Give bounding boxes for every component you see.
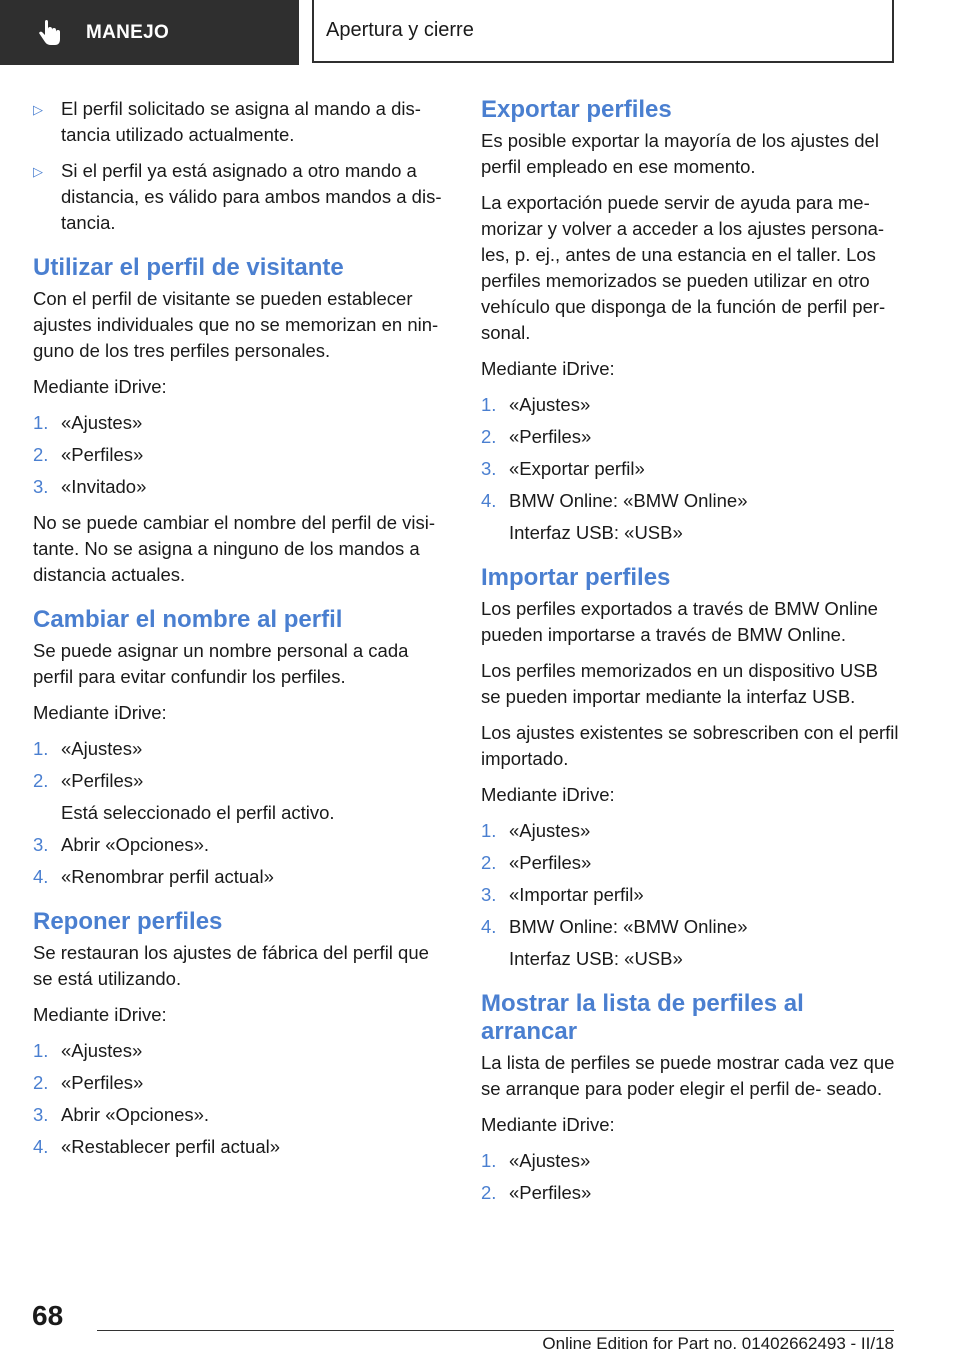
step-text: Abrir «Opciones».	[61, 834, 210, 855]
step-number: 1.	[33, 412, 49, 433]
step-number: 4.	[481, 490, 497, 511]
triangle-bullet-icon: ▷	[33, 102, 43, 117]
step-item	[481, 882, 901, 908]
footer-edition	[542, 1334, 894, 1354]
step-number: 3.	[33, 834, 49, 855]
chapter-title-box	[312, 0, 894, 63]
step-number: 3.	[481, 458, 497, 479]
chapter-title: Apertura y cierre	[326, 19, 474, 41]
hand-pointing-icon	[36, 18, 66, 48]
footer-divider	[97, 1330, 894, 1331]
step-number: 4.	[481, 916, 497, 937]
step-text: Abrir «Opciones».	[61, 1104, 210, 1125]
step-number: 1.	[33, 1040, 49, 1061]
step-item	[481, 914, 901, 940]
paragraph: Con el perfil de visitante se pueden establecer ajustes individuales que no se memorizan en nin‐ guno de los tres perfiles personales.	[33, 288, 439, 361]
step-number: 3.	[481, 884, 497, 905]
edition-text: Online Edition for Part no. 01402662493 - II/18	[542, 1334, 894, 1353]
step-item	[481, 456, 901, 482]
paragraph: No se puede cambiar el nombre del perfil de visi‐ tante. No se asigna a ninguno de los mandos a distancia actuales.	[33, 512, 436, 585]
step-text: «Invitado»	[61, 476, 147, 497]
step-number: 2.	[481, 1182, 497, 1203]
step-number: 2.	[33, 1072, 49, 1093]
step-list	[33, 736, 448, 890]
paragraph: Mediante iDrive:	[481, 358, 615, 379]
paragraph: Mediante iDrive:	[33, 1004, 167, 1025]
step-item	[33, 1070, 448, 1096]
step-text: «Ajustes»	[509, 1150, 591, 1171]
step-text: BMW Online: «BMW Online»	[509, 490, 748, 511]
step-text: «Perfiles»	[61, 444, 144, 465]
left-column	[33, 96, 448, 1170]
step-list	[33, 410, 448, 500]
step-number: 1.	[481, 394, 497, 415]
step-text: «Perfiles»	[509, 1182, 592, 1203]
step-text: «Ajustes»	[61, 1040, 143, 1061]
paragraph: Los perfiles memorizados en un dispositivo USB se pueden importar mediante la interfaz USB.	[481, 660, 878, 707]
step-number: 2.	[481, 426, 497, 447]
step-text: «Restablecer perfil actual»	[61, 1136, 281, 1157]
page-number: 68	[32, 1300, 64, 1331]
bullet-item	[33, 158, 448, 236]
step-number: 4.	[33, 866, 49, 887]
paragraph: Mediante iDrive:	[33, 702, 167, 723]
paragraph: Los ajustes existentes se sobrescriben con el perfil importado.	[481, 722, 899, 769]
section-visitante	[33, 254, 448, 588]
step-number: 2.	[33, 770, 49, 791]
step-text: «Ajustes»	[61, 412, 143, 433]
paragraph: Los perfiles exportados a través de BMW Online pueden importarse a través de BMW Online.	[481, 598, 878, 645]
step-text: BMW Online: «BMW Online»	[509, 916, 748, 937]
step-text: «Ajustes»	[509, 394, 591, 415]
paragraph: Mediante iDrive:	[33, 376, 167, 397]
paragraph: Se puede asignar un nombre personal a cada perfil para evitar confundir los perfiles.	[33, 640, 409, 687]
step-list	[33, 1038, 448, 1160]
step-item	[33, 1102, 448, 1128]
step-list	[481, 392, 901, 546]
section-mostrar	[481, 990, 901, 1206]
section-cambiar	[33, 606, 448, 890]
step-number: 1.	[481, 820, 497, 841]
section-heading: Importar perfiles	[481, 564, 671, 591]
step-number: 3.	[33, 476, 49, 497]
right-column	[481, 96, 901, 1216]
step-item	[33, 832, 448, 858]
step-text: «Perfiles»	[61, 1072, 144, 1093]
paragraph: La lista de perfiles se puede mostrar cada vez que se arranque para poder elegir el perfil de‐ seado.	[481, 1052, 895, 1099]
step-note: Está seleccionado el perfil activo.	[61, 802, 335, 823]
paragraph: Es posible exportar la mayoría de los ajustes del perfil empleado en ese momento.	[481, 130, 879, 177]
step-text: «Ajustes»	[509, 820, 591, 841]
triangle-bullet-icon: ▷	[33, 164, 43, 179]
section-heading: Exportar perfiles	[481, 96, 672, 123]
step-number: 1.	[33, 738, 49, 759]
step-text: «Importar perfil»	[509, 884, 644, 905]
step-text: «Perfiles»	[61, 770, 144, 791]
step-item	[33, 736, 448, 762]
section-tab	[0, 0, 299, 65]
step-item	[33, 768, 448, 794]
bullet-item	[33, 96, 448, 148]
step-text: «Ajustes»	[61, 738, 143, 759]
step-item	[33, 442, 448, 468]
step-number: 2.	[481, 852, 497, 873]
section-label: MANEJO	[86, 21, 170, 43]
section-heading: Cambiar el nombre al perfil	[33, 606, 343, 633]
step-item	[481, 1180, 901, 1206]
step-number: 3.	[33, 1104, 49, 1125]
step-number: 4.	[33, 1136, 49, 1157]
step-item	[481, 488, 901, 514]
step-number: 2.	[33, 444, 49, 465]
step-item	[33, 474, 448, 500]
step-item	[481, 818, 901, 844]
step-text: «Renombrar perfil actual»	[61, 866, 274, 887]
step-note: Interfaz USB: «USB»	[509, 948, 683, 969]
step-item	[481, 1148, 901, 1174]
step-note: Interfaz USB: «USB»	[509, 522, 683, 543]
step-text: «Perfiles»	[509, 852, 592, 873]
step-list	[481, 1148, 901, 1206]
step-item	[33, 1038, 448, 1064]
section-exportar	[481, 96, 901, 546]
step-item	[481, 392, 901, 418]
step-item	[481, 850, 901, 876]
paragraph: Se restauran los ajustes de fábrica del perfil que se está utilizando.	[33, 942, 429, 989]
step-list	[481, 818, 901, 972]
bullet-text: El perfil solicitado se asigna al mando a dis‐ tancia utilizado actualmente.	[61, 98, 421, 145]
section-reponer	[33, 908, 448, 1160]
bullet-text: Si el perfil ya está asignado a otro mando a distancia, es válido para ambos mandos a dis‐ tancia.	[61, 160, 442, 233]
step-text: «Exportar perfil»	[509, 458, 645, 479]
step-item	[33, 1134, 448, 1160]
section-heading: Reponer perfiles	[33, 908, 223, 935]
paragraph: Mediante iDrive:	[481, 784, 615, 805]
step-item	[33, 410, 448, 436]
paragraph: La exportación puede servir de ayuda para me‐ morizar y volver a acceder a los ajustes persona‐ les, p. ej., antes de una estancia en el taller. Los perfiles memorizados se pueden utilizar en otro vehículo que disponga de la función de perfil per‐ sonal.	[481, 192, 886, 343]
section-importar	[481, 564, 901, 972]
step-number: 1.	[481, 1150, 497, 1171]
section-heading: Mostrar la lista de perfiles al arrancar	[481, 990, 804, 1045]
section-heading: Utilizar el perfil de visitante	[33, 254, 344, 281]
step-text: «Perfiles»	[509, 426, 592, 447]
step-item	[33, 864, 448, 890]
step-item	[481, 424, 901, 450]
paragraph: Mediante iDrive:	[481, 1114, 615, 1135]
